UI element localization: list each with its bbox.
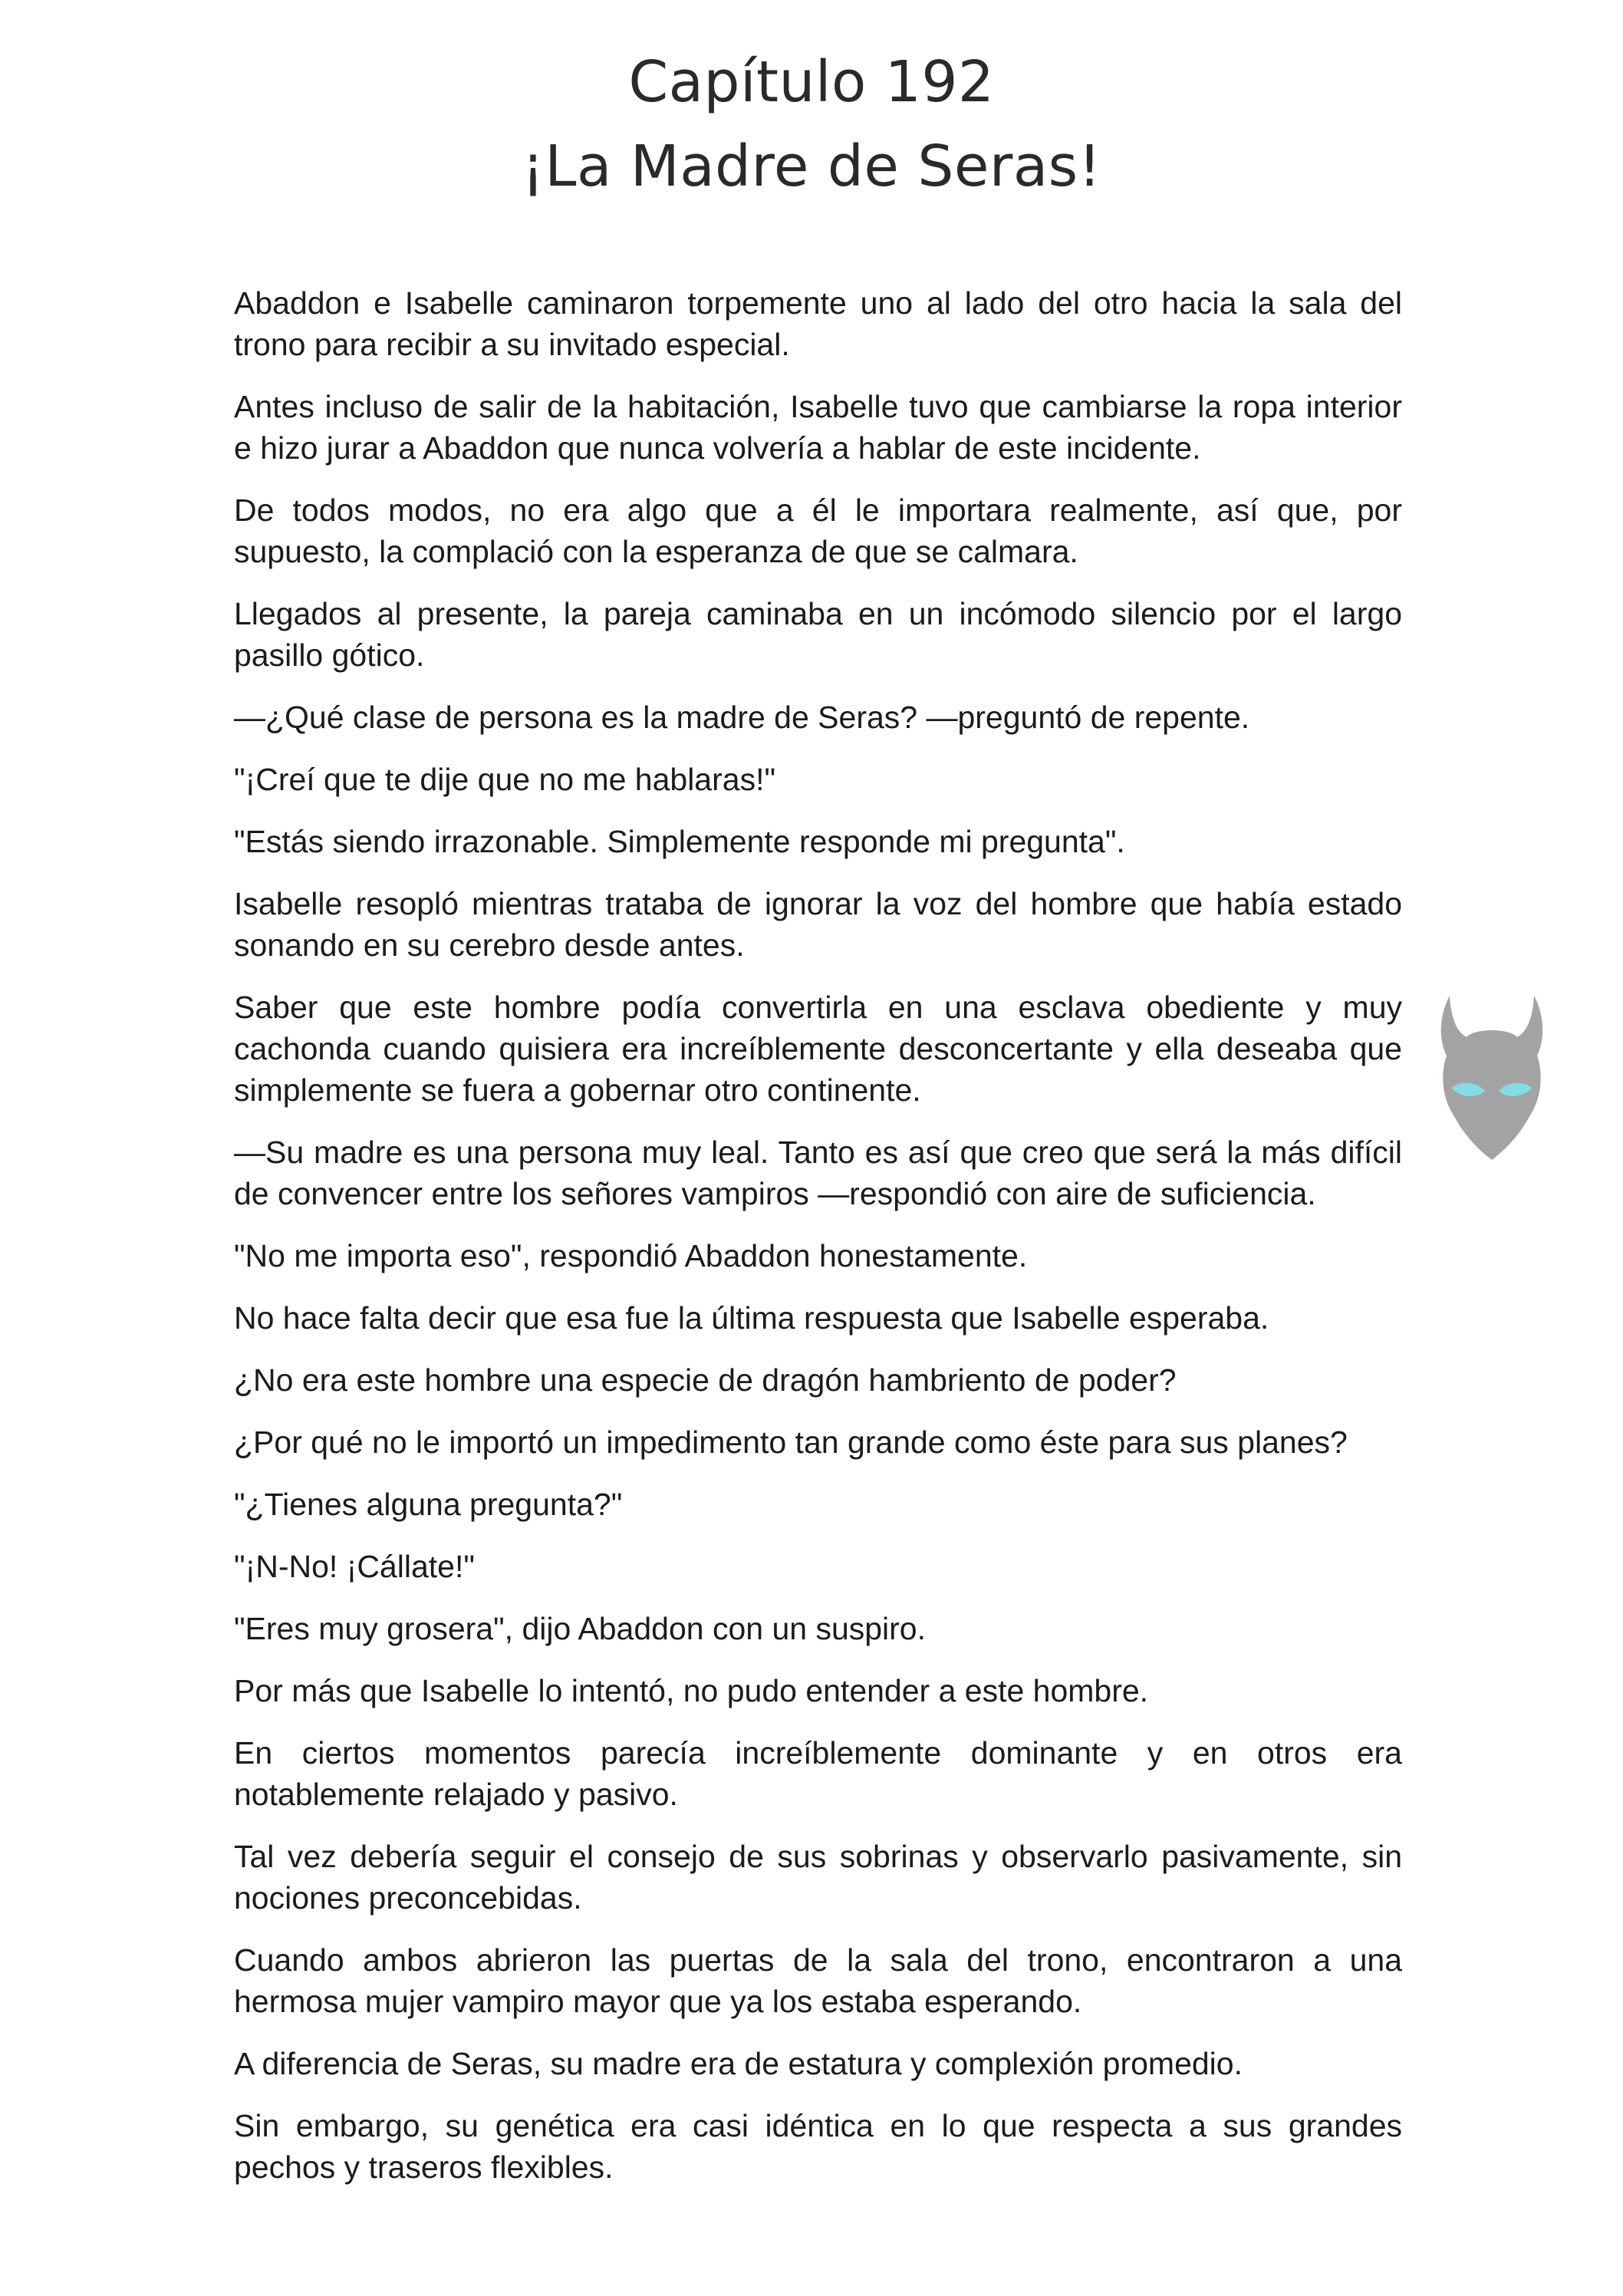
paragraph: "Estás siendo irrazonable. Simplemente responde mi pregunta". xyxy=(234,824,1125,859)
paragraph: "¿Tienes alguna pregunta?" xyxy=(234,1487,623,1522)
demon-head-shape xyxy=(1441,996,1542,1160)
paragraph: Llegados al presente, la pareja caminaba en un incómodo silencio por el largo pasillo gótico. xyxy=(234,596,1402,673)
paragraph: "¡Creí que te dije que no me hablaras!" xyxy=(234,762,776,797)
paragraph: ¿No era este hombre una especie de dragón hambriento de poder? xyxy=(234,1362,1177,1398)
paragraph: Cuando ambos abrieron las puertas de la sala del trono, encontraron a una hermosa mujer vampiro mayor que ya los estaba esperando. xyxy=(234,1942,1402,2019)
paragraph: Abaddon e Isabelle caminaron torpemente uno al lado del otro hacia la sala del trono para recibir a su invitado especial. xyxy=(234,285,1402,362)
paragraph: ¿Por qué no le importó un impedimento tan grande como éste para sus planes? xyxy=(234,1425,1348,1460)
paragraph: Saber que este hombre podía convertirla en una esclava obediente y muy cachonda cuando quisiera era increíblemente desconcertante y ella deseaba que simplemente se fuera a gobernar otro continente. xyxy=(234,990,1402,1108)
paragraph: Por más que Isabelle lo intentó, no pudo entender a este hombre. xyxy=(234,1673,1149,1708)
paragraph: No hace falta decir que esa fue la última respuesta que Isabelle esperaba. xyxy=(234,1300,1269,1336)
paragraph: Sin embargo, su genética era casi idéntica en lo que respecta a sus grandes pechos y traseros flexibles. xyxy=(234,2108,1402,2185)
chapter-heading xyxy=(0,40,1623,209)
chapter-number: Capítulo 192 xyxy=(628,49,995,115)
paragraph: —Su madre es una persona muy leal. Tanto es así que creo que será la más difícil de convencer entre los señores vampiros —respondió con aire de suficiencia. xyxy=(234,1135,1402,1211)
paragraph: "¡N-No! ¡Cállate!" xyxy=(234,1549,475,1584)
paragraph: "No me importa eso", respondió Abaddon honestamente. xyxy=(234,1238,1028,1273)
paragraph: Antes incluso de salir de la habitación, Isabelle tuvo que cambiarse la ropa interior e hizo jurar a Abaddon que nunca volvería a hablar de este incidente. xyxy=(234,389,1402,466)
paragraph: A diferencia de Seras, su madre era de estatura y complexión promedio. xyxy=(234,2046,1243,2081)
paragraph: En ciertos momentos parecía increíblemente dominante y en otros era notablemente relajado y pasivo. xyxy=(234,1735,1402,1812)
paragraph: Tal vez debería seguir el consejo de sus sobrinas y observarlo pasivamente, sin nociones preconcebidas. xyxy=(234,1839,1402,1916)
paragraph: —¿Qué clase de persona es la madre de Seras? —preguntó de repente. xyxy=(234,700,1250,735)
chapter-body xyxy=(234,282,1402,2209)
paragraph: "Eres muy grosera", dijo Abaddon con un suspiro. xyxy=(234,1611,926,1646)
chapter-title: ¡La Madre de Seras! xyxy=(522,133,1101,199)
demon-head-icon xyxy=(1434,990,1549,1166)
paragraph: Isabelle resopló mientras trataba de ignorar la voz del hombre que había estado sonando en su cerebro desde antes. xyxy=(234,886,1402,963)
paragraph: De todos modos, no era algo que a él le importara realmente, así que, por supuesto, la complació con la esperanza de que se calmara. xyxy=(234,492,1402,569)
